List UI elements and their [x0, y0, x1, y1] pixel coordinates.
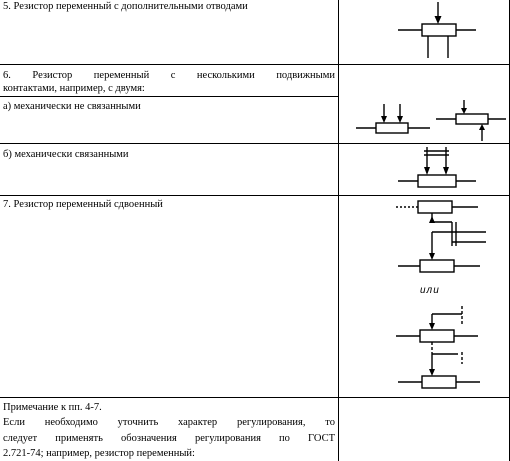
note-title: Примечание к пп. 4-7.: [3, 402, 102, 413]
dual-resistor-symbol-variant-2: [390, 300, 500, 397]
row-5-description: 5. Резистор переменный с дополнительными отводами: [3, 1, 248, 12]
note-line3: 2.721-74; например, резистор переменный:: [3, 448, 195, 459]
resistor-two-wipers-linked-symbol: [390, 143, 480, 195]
row-6-description-line1: 6. Резистор переменный с несколькими подвижными: [3, 70, 335, 81]
column-divider: [338, 0, 339, 461]
note-line1: Если необходимо уточнить характер регулирования, то: [3, 417, 335, 428]
row-divider-5: [0, 64, 510, 65]
resistor-with-taps-symbol: [380, 0, 490, 64]
dual-resistor-symbol-variant-1: [390, 196, 500, 286]
row-7-description: 7. Резистор переменный сдвоенный: [3, 199, 163, 210]
resistor-two-wipers-unlinked-symbol: [350, 96, 510, 143]
row-divider-7: [0, 397, 510, 398]
alternative-label: или: [420, 285, 440, 296]
row-6a-description: а) механически не связанными: [3, 101, 141, 112]
note-line2: следует применять обозначения регулирования по ГОСТ: [3, 433, 335, 444]
row-6-description-line2: контактами, например, с двумя:: [3, 83, 145, 94]
row-6b-description: б) механически связанными: [3, 149, 129, 160]
row-divider-6-sub: [0, 96, 339, 97]
